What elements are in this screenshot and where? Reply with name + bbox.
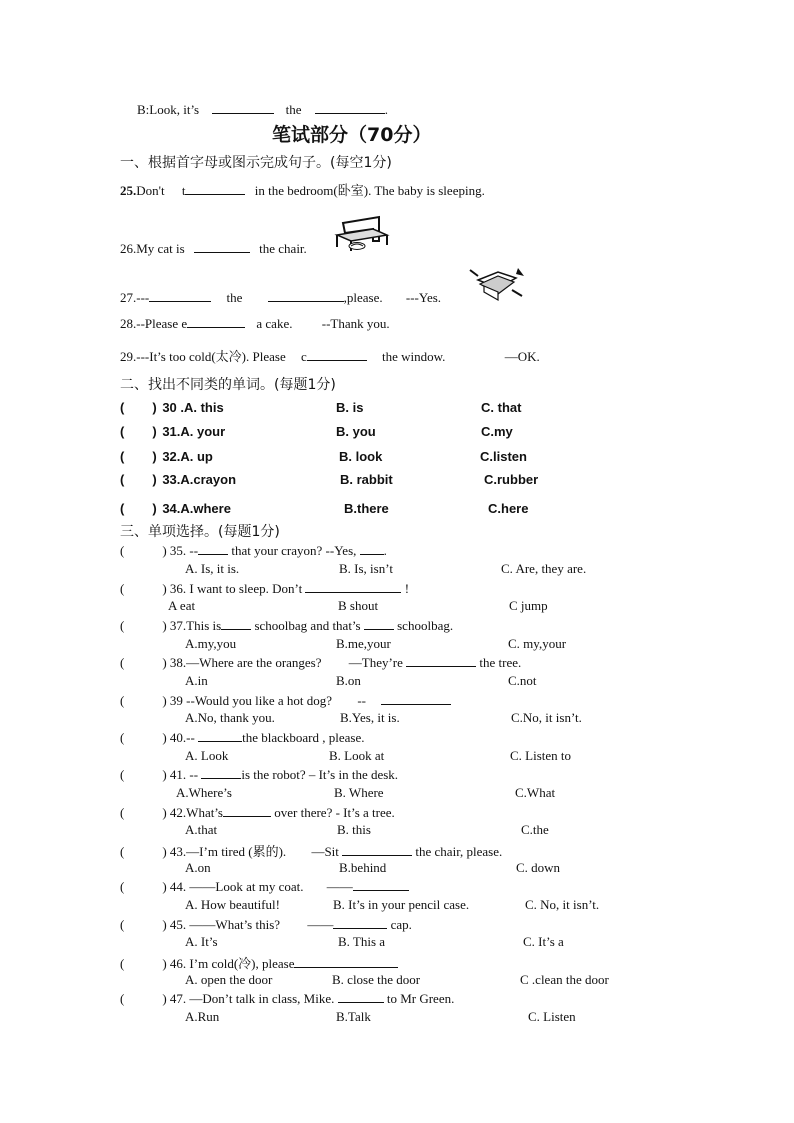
answer-blank[interactable] — [187, 315, 245, 328]
option-c: C. that — [481, 400, 522, 415]
option-c: C.my — [481, 424, 513, 439]
option-c: C. Listen to — [510, 748, 572, 763]
answer-blank[interactable] — [194, 240, 250, 253]
option-b: B. It’s in your pencil case. — [333, 897, 470, 912]
option-b: B. close the door — [332, 972, 421, 987]
list-item: ( ) 33.A.crayon — [120, 472, 237, 487]
option-c: C .clean the door — [520, 972, 609, 987]
intro-line: B:Look, it’s the . — [137, 102, 389, 117]
answer-blank[interactable] — [360, 542, 384, 555]
question-41: ( ) 41. -- is the robot? – It’s in the desk. — [120, 767, 399, 782]
option-a: A.that — [185, 822, 218, 837]
option-b: B.Yes, it is. — [340, 710, 400, 725]
answer-blank[interactable] — [406, 654, 476, 667]
answer-blank[interactable] — [268, 289, 344, 302]
option-b: B. rabbit — [340, 472, 393, 487]
option-c: C. No, it isn’t. — [525, 897, 600, 912]
question-44: ( ) 44. ——Look at my coat. —— — [120, 878, 409, 895]
answer-blank[interactable] — [353, 878, 409, 891]
option-b: B. this — [337, 822, 371, 837]
option-a: A.in — [185, 673, 208, 688]
question-46: ( ) 46. I’m cold(冷), please — [120, 953, 398, 972]
question-42: ( ) 42.What’s over there? - It’s a tree. — [120, 805, 395, 820]
option-a: A. It’s — [185, 934, 218, 949]
question-25: 25.Don't t in the bedroom(卧室). The baby is sleeping. — [120, 183, 485, 198]
option-c: C. down — [516, 860, 561, 875]
answer-blank[interactable] — [307, 348, 367, 361]
option-c: C.rubber — [484, 472, 539, 487]
option-a: A. Look — [185, 748, 229, 763]
option-c: C. my,your — [508, 636, 567, 651]
option-b: B.behind — [339, 860, 387, 875]
answer-blank[interactable] — [149, 289, 211, 302]
question-47: ( ) 47. —Don’t talk in class, Mike. to Mr Green. — [120, 991, 455, 1006]
option-b: B.on — [336, 673, 361, 688]
answer-blank[interactable] — [333, 916, 387, 929]
section-heading-1: 一、根据首字母或图示完成句子。(每空1分) — [120, 155, 392, 171]
question-35: ( ) 35. -- that your crayon? --Yes, . — [120, 543, 387, 558]
answer-blank[interactable] — [294, 955, 398, 968]
option-b: B. Where — [334, 785, 384, 800]
chair-picture-icon — [333, 215, 391, 253]
option-c: C.here — [488, 501, 529, 516]
option-c: C. Listen — [528, 1009, 576, 1024]
option-c: C.the — [521, 822, 549, 837]
answer-blank[interactable] — [221, 617, 251, 630]
option-c: C. It’s a — [523, 934, 564, 949]
option-a: A. How beautiful! — [185, 897, 280, 912]
page-title: 笔试部分（70分） — [272, 124, 432, 146]
question-40: ( ) 40.-- the blackboard , please. — [120, 730, 365, 745]
question-38: ( ) 38.—Where are the oranges? —They’re the tree. — [120, 655, 522, 670]
question-45: ( ) 45. ——What’s this? —— cap. — [120, 917, 412, 932]
list-item: ( ) 31.A. your — [120, 424, 226, 439]
question-43: ( ) 43.—I’m tired (累的). —Sit the chair, please. — [120, 844, 503, 859]
option-c: C.No, it isn’t. — [511, 710, 582, 725]
question-27: 27.--- the ,please. ---Yes. — [120, 290, 442, 305]
option-b: B. look — [339, 449, 383, 464]
answer-blank[interactable] — [342, 843, 412, 856]
option-a: A.No, thank you. — [185, 710, 275, 725]
list-item: ( ) 32.A. up — [120, 449, 213, 464]
option-c: C.What — [515, 785, 556, 800]
option-c: C.listen — [480, 449, 527, 464]
option-b: B. Look at — [329, 748, 385, 763]
open-book-picture-icon — [468, 266, 526, 302]
answer-blank[interactable] — [364, 617, 394, 630]
option-c: C. Are, they are. — [501, 561, 587, 576]
option-b: B.Talk — [336, 1009, 371, 1024]
option-a: A.Where’s — [176, 785, 232, 800]
answer-blank[interactable] — [201, 766, 241, 779]
answer-blank[interactable] — [315, 101, 385, 114]
section-heading-2: 二、找出不同类的单词。(每题1分) — [120, 377, 336, 393]
option-a: A eat — [168, 598, 196, 613]
answer-blank[interactable] — [185, 182, 245, 195]
list-item: ( ) 30 .A. this — [120, 400, 224, 415]
option-b: B. you — [336, 424, 376, 439]
option-a: A. Is, it is. — [185, 561, 240, 576]
option-c: C jump — [509, 598, 548, 613]
answer-blank[interactable] — [223, 804, 271, 817]
option-b: B shout — [338, 598, 379, 613]
answer-blank[interactable] — [198, 542, 228, 555]
option-b: B. is — [336, 400, 364, 415]
answer-blank[interactable] — [381, 692, 451, 705]
option-a: A. open the door — [185, 972, 273, 987]
option-b: B. Is, isn’t — [339, 561, 393, 576]
answer-blank[interactable] — [305, 580, 401, 593]
option-b: B.me,your — [336, 636, 391, 651]
question-39: ( ) 39 --Would you like a hot dog? -- — [120, 692, 451, 709]
answer-blank[interactable] — [198, 729, 242, 742]
option-b: B. This a — [338, 934, 386, 949]
option-b: B.there — [344, 501, 389, 516]
option-a: A.my,you — [185, 636, 237, 651]
question-26: 26.My cat is the chair. — [120, 241, 307, 256]
question-28: 28.--Please e a cake. --Thank you. — [120, 316, 390, 331]
option-a: A.on — [185, 860, 211, 875]
question-36: ( ) 36. I want to sleep. Don’t ! — [120, 581, 410, 596]
answer-blank[interactable] — [212, 101, 274, 114]
answer-blank[interactable] — [338, 990, 384, 1003]
list-item: ( ) 34.A.where — [120, 501, 231, 516]
option-c: C.not — [508, 673, 537, 688]
question-29: 29.---It’s too cold(太冷). Please c the window. —OK. — [120, 349, 540, 364]
section-heading-3: 三、单项选择。(每题1分) — [120, 524, 280, 540]
question-37: ( ) 37.This is schoolbag and that’s schoolbag. — [120, 618, 454, 633]
option-a: A.Run — [185, 1009, 220, 1024]
